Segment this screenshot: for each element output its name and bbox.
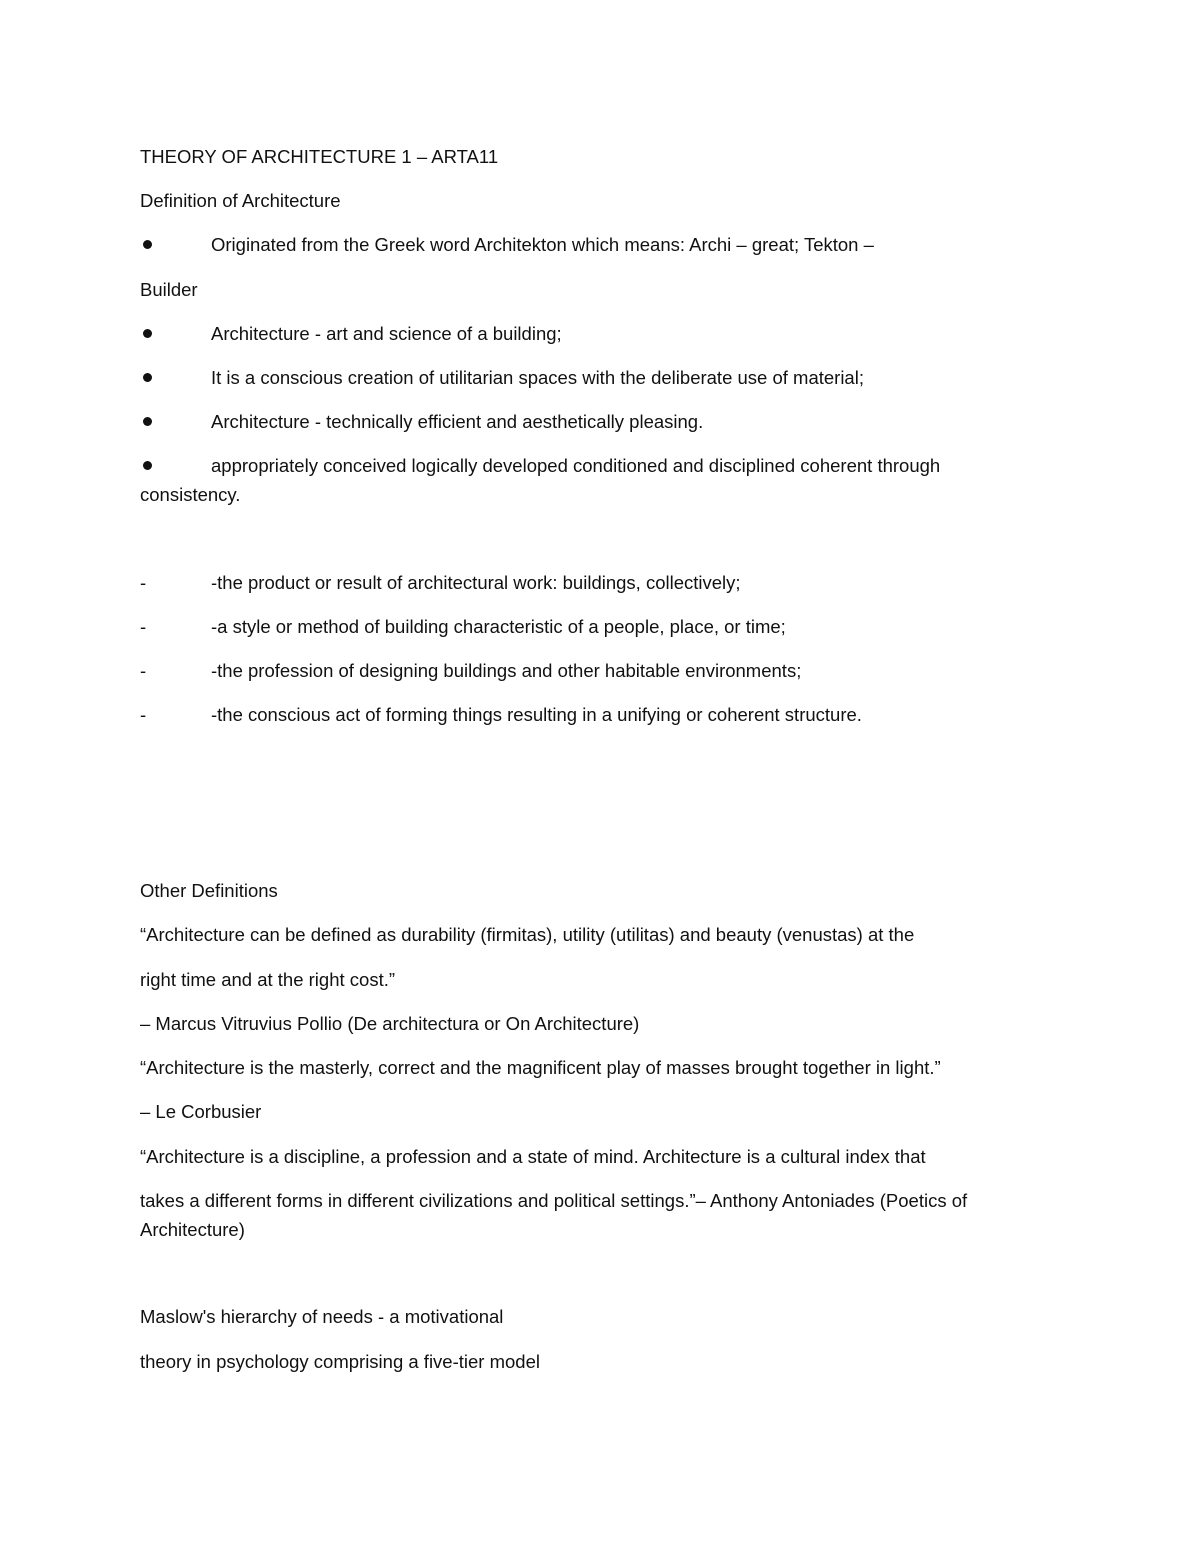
quote-line: takes a different forms in different civilizations and political settings.”– Anthony Antoniades (Poetics of	[140, 1190, 968, 1211]
quote-line: right time and at the right cost.”	[140, 969, 396, 990]
maslow-line: theory in psychology comprising a five-tier model	[140, 1351, 540, 1372]
quote-line: Architecture)	[140, 1219, 245, 1240]
maslow-line: Maslow's hierarchy of needs - a motivational	[140, 1306, 504, 1327]
bullet-icon	[143, 240, 152, 249]
bullet-item: Originated from the Greek word Architekton which means: Archi – great; Tekton –	[211, 234, 874, 255]
bullet-icon	[143, 461, 152, 470]
quote-line: “Architecture can be defined as durability (firmitas), utility (utilitas) and beauty (venustas) at the	[140, 924, 915, 945]
dash-item: -the conscious act of forming things resulting in a unifying or coherent structure.	[211, 704, 862, 725]
bullet-item-continuation: Builder	[140, 279, 198, 300]
quote-line: “Architecture is the masterly, correct and the magnificent play of masses brought together in light.”	[140, 1057, 941, 1078]
bullet-item: appropriately conceived logically developed conditioned and disciplined coherent through	[211, 455, 941, 476]
dash-item: -the profession of designing buildings and other habitable environments;	[211, 660, 802, 681]
bullet-item-continuation: consistency.	[140, 484, 241, 505]
bullet-icon	[143, 373, 152, 382]
bullet-icon	[143, 329, 152, 338]
dash-marker: -	[140, 572, 147, 593]
quote-attribution: – Marcus Vitruvius Pollio (De architectura or On Architecture)	[140, 1013, 640, 1034]
dash-item: -the product or result of architectural work: buildings, collectively;	[211, 572, 741, 593]
section-heading-definition: Definition of Architecture	[140, 190, 341, 211]
quote-line: “Architecture is a discipline, a profession and a state of mind. Architecture is a cultural index that	[140, 1146, 926, 1167]
bullet-item: It is a conscious creation of utilitarian spaces with the deliberate use of material;	[211, 367, 864, 388]
dash-item: -a style or method of building characteristic of a people, place, or time;	[211, 616, 786, 637]
bullet-item: Architecture - technically efficient and aesthetically pleasing.	[211, 411, 704, 432]
dash-marker: -	[140, 704, 147, 725]
document-title: THEORY OF ARCHITECTURE 1 – ARTA11	[140, 146, 499, 167]
section-heading-other-definitions: Other Definitions	[140, 880, 278, 901]
quote-attribution: – Le Corbusier	[140, 1101, 262, 1122]
dash-marker: -	[140, 660, 147, 681]
bullet-icon	[143, 417, 152, 426]
bullet-item: Architecture - art and science of a building;	[211, 323, 562, 344]
dash-marker: -	[140, 616, 147, 637]
